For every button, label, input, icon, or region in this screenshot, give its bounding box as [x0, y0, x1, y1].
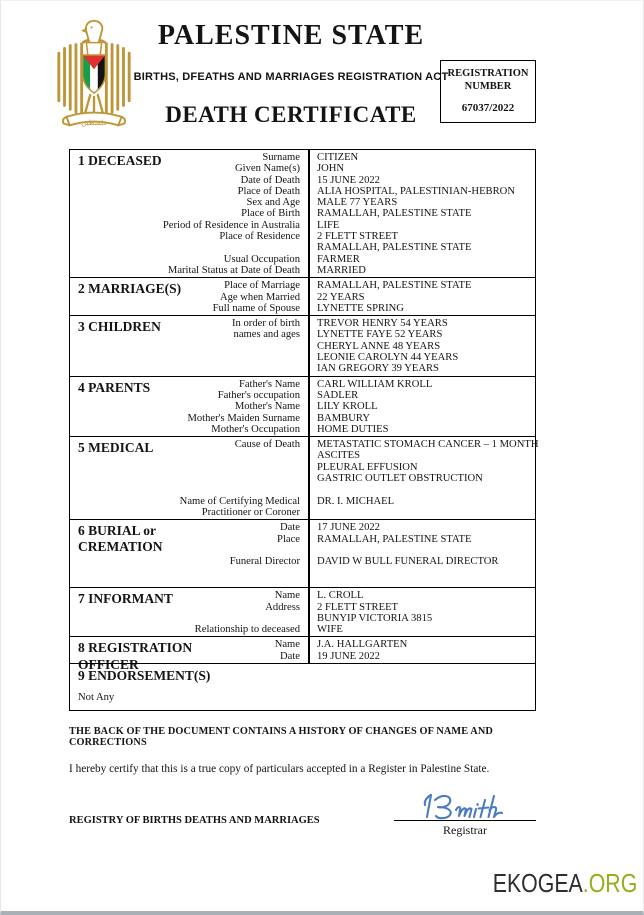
registration-number-value: 67037/2022	[461, 102, 515, 115]
column-divider	[308, 520, 310, 587]
field-label	[70, 613, 308, 624]
registry-line: REGISTRY OF BIRTHS DEATHS AND MARRIAGES	[69, 814, 320, 826]
field-row	[70, 265, 535, 276]
field-row	[70, 175, 535, 186]
scroll-arabic-text: فلسطين	[81, 117, 107, 127]
field-value: 2 FLETT STREET	[317, 601, 399, 613]
field-value: LYNETTE SPRING	[317, 302, 404, 314]
field-row	[70, 220, 535, 231]
section-7-informant	[70, 587, 535, 636]
field-value: ALIA HOSPITAL, PALESTINIAN-HEBRON	[317, 185, 515, 197]
field-value: 2 FLETT STREET	[317, 231, 399, 243]
registration-number-box	[440, 60, 536, 123]
field-row	[70, 567, 535, 578]
field-label: Given Name(s)	[234, 163, 300, 175]
field-value: GASTRIC OUTLET OBSTRUCTION	[317, 473, 483, 485]
field-row	[70, 473, 535, 484]
field-label: Father's Name	[238, 378, 300, 390]
registration-act-line: BIRTHS, DFEATHS AND MARRIAGES REGISTRATION ACT	[133, 71, 449, 84]
field-value: 19 JUNE 2022	[317, 650, 380, 662]
field-row	[70, 556, 535, 567]
field-row	[70, 231, 535, 242]
column-divider	[308, 637, 310, 663]
field-label: Funeral Director	[229, 556, 300, 568]
field-value: JOHN	[317, 163, 345, 175]
field-label	[70, 363, 308, 374]
field-label: Father's occupation	[217, 389, 300, 401]
field-row	[70, 462, 535, 473]
field-value: RAMALLAH, PALESTINE STATE	[317, 208, 472, 220]
section-note: Not Any	[78, 691, 115, 703]
field-value: RAMALLAH, PALESTINE STATE	[317, 280, 472, 292]
field-value: MALE 77 YEARS	[317, 197, 398, 209]
section-title: 8 REGISTRATION OFFICER	[78, 640, 193, 672]
certificate-header	[1, 1, 643, 149]
field-label: Period of Residence in Australia	[162, 219, 300, 231]
field-row	[70, 484, 535, 495]
field-value: DR. I. MICHAEL	[317, 495, 395, 507]
column-divider	[308, 437, 310, 519]
field-value: 22 YEARS	[317, 291, 365, 303]
section-title: 7 INFORMANT	[78, 591, 173, 607]
field-value: L. CROLL	[317, 590, 364, 602]
ekogea-watermark	[461, 868, 637, 899]
section-1-deceased	[70, 150, 535, 277]
field-label: Date	[280, 522, 300, 534]
field-row	[70, 507, 535, 518]
section-9-endorsement-s	[70, 663, 535, 710]
field-label	[70, 567, 308, 578]
field-label: Mother's Name	[234, 401, 300, 413]
field-value: LYNETTE FAYE 52 YEARS	[317, 329, 443, 341]
registration-number-label: REGISTRATION NUMBER	[447, 68, 529, 93]
field-row	[70, 254, 535, 265]
field-row	[70, 401, 535, 412]
section-4-parents	[70, 376, 535, 436]
field-label: Date	[280, 650, 300, 662]
watermark-tld: .ORG	[582, 868, 637, 898]
field-value: IAN GREGORY 39 YEARS	[317, 363, 439, 375]
field-label: Practitioner or Coroner	[201, 506, 300, 518]
field-label: Relationship to deceased	[194, 624, 300, 636]
field-label	[70, 352, 308, 363]
section-3-children	[70, 315, 535, 375]
section-8-registration-officer	[70, 636, 535, 672]
field-row	[70, 363, 535, 374]
field-label: names and ages	[233, 329, 300, 341]
field-row	[70, 186, 535, 197]
field-row	[70, 424, 535, 435]
section-title: 9 ENDORSEMENT(S)	[78, 667, 211, 683]
eagle-body	[86, 43, 101, 56]
field-label: Cause of Death	[234, 439, 300, 451]
field-label: Name of Certifying Medical	[179, 495, 300, 507]
field-label: Mother's Maiden Surname	[187, 412, 300, 424]
field-value: 17 JUNE 2022	[317, 522, 380, 534]
field-label: Sex and Age	[246, 197, 300, 209]
field-value: LIFE	[317, 219, 340, 231]
field-row	[70, 303, 535, 314]
registrar-signature-block	[394, 789, 536, 838]
field-value: RAMALLAH, PALESTINE STATE	[317, 533, 472, 545]
column-divider	[308, 316, 310, 375]
field-row	[70, 496, 535, 507]
field-label: Name	[274, 590, 300, 602]
field-label: Name	[274, 639, 300, 651]
field-label: Mother's Occupation	[211, 423, 300, 435]
section-title: 3 CHILDREN	[78, 319, 161, 335]
field-row	[70, 613, 535, 624]
column-divider	[308, 588, 310, 636]
name-scroll	[63, 113, 125, 127]
certificate-table	[69, 149, 539, 711]
back-of-document-notice: THE BACK OF THE DOCUMENT CONTAINS A HISTORY OF CHANGES OF NAME AND CORRECTIONS	[69, 725, 493, 748]
certification-statement: I hereby certify that this is a true copy of particulars accepted in a Register in Palestine State.	[69, 762, 490, 775]
eagle-tail	[85, 95, 102, 113]
field-label: Marital Status at Date of Death	[167, 264, 300, 276]
field-row	[70, 413, 535, 424]
field-label	[70, 242, 308, 253]
field-label: Place of Death	[237, 185, 300, 197]
column-divider	[308, 278, 310, 315]
field-value: MARRIED	[317, 264, 366, 276]
section-6-burial-or-cremation	[70, 519, 535, 587]
field-value: J.A. HALLGARTEN	[317, 639, 408, 651]
watermark-brand: EKOGEA	[492, 868, 583, 898]
field-label: Surname	[262, 152, 300, 163]
field-value: RAMALLAH, PALESTINE STATE	[317, 242, 472, 254]
registrar-label: Registrar	[394, 820, 536, 838]
state-title: PALESTINE STATE	[157, 20, 425, 51]
field-value: LILY KROLL	[317, 401, 378, 413]
field-label: Place of Marriage	[224, 280, 300, 292]
field-label: Date of Death	[240, 174, 300, 186]
field-label: Usual Occupation	[223, 253, 300, 265]
registrar-signature	[405, 789, 525, 823]
field-value: WIFE	[317, 624, 343, 636]
field-row	[70, 352, 535, 363]
field-label: Full name of Spouse	[212, 302, 300, 314]
field-value: BAMBURY	[317, 412, 370, 424]
section-2-marriage-s	[70, 277, 535, 315]
field-row	[70, 242, 535, 253]
field-value: ASCITES	[317, 450, 360, 462]
field-label: Place of Birth	[241, 208, 300, 220]
field-row	[70, 341, 535, 352]
field-label	[70, 473, 308, 484]
section-title: 6 BURIAL or CREMATION	[78, 523, 163, 555]
field-value: CARL WILLIAM KROLL	[317, 378, 433, 390]
certificate-footer	[69, 726, 536, 838]
section-title: 5 MEDICAL	[78, 440, 154, 456]
flag-shield	[83, 55, 106, 95]
field-value: HOME DUTIES	[317, 423, 389, 435]
field-label: Place	[277, 533, 300, 545]
field-label	[70, 484, 308, 495]
section-title: 2 MARRIAGE(S)	[78, 281, 182, 297]
section-title: 4 PARENTS	[78, 379, 151, 395]
field-row	[70, 624, 535, 635]
field-value: 15 JUNE 2022	[317, 174, 380, 186]
section-title: 1 DECEASED	[78, 153, 162, 168]
field-row	[70, 197, 535, 208]
field-value: FARMER	[317, 253, 360, 265]
field-value: SADLER	[317, 389, 359, 401]
field-label	[70, 462, 308, 473]
field-value: CITIZEN	[317, 152, 359, 163]
field-label: Place of Residence	[219, 231, 300, 243]
palestine-coat-of-arms-icon	[51, 17, 137, 133]
field-value: CHERYL ANNE 48 YEARS	[317, 340, 441, 352]
field-label: Age when Married	[219, 291, 300, 303]
field-value: DAVID W BULL FUNERAL DIRECTOR	[317, 556, 499, 568]
signature-row	[69, 789, 536, 838]
field-value: TREVOR HENRY 54 YEARS	[317, 318, 448, 330]
header-titles	[133, 21, 449, 128]
field-value: METASTATIC STOMACH CANCER – 1 MONTH	[317, 439, 539, 451]
field-label	[70, 341, 308, 352]
column-divider	[308, 150, 310, 277]
document-title: DEATH CERTIFICATE	[165, 102, 417, 128]
field-label: In order of birth	[232, 318, 300, 330]
section-5-medical	[70, 436, 539, 519]
field-value: BUNYIP VICTORIA 3815	[317, 612, 433, 624]
column-divider	[308, 377, 310, 436]
field-label: Address	[265, 601, 300, 613]
field-row	[70, 208, 535, 219]
field-value: PLEURAL EFFUSION	[317, 461, 418, 473]
field-value: LEONIE CAROLYN 44 YEARS	[317, 352, 459, 364]
